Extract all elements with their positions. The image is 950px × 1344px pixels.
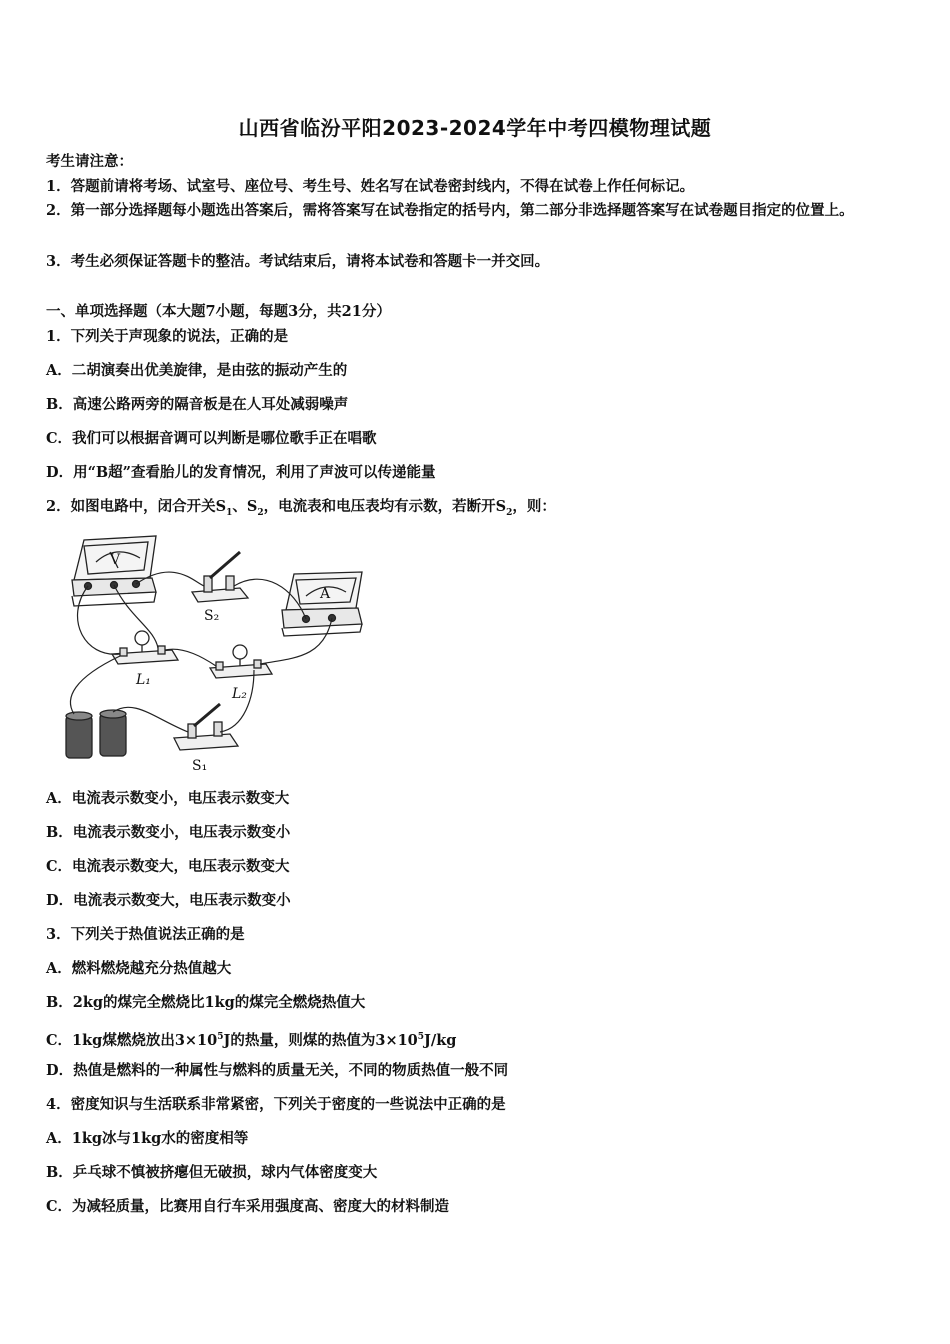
notice-item-1: 1．答题前请将考场、试室号、座位号、考生号、姓名写在试卷密封线内，不得在试卷上作任何标记。 <box>46 178 695 195</box>
question-4-option-b: B．乒乓球不慎被挤瘪但无破损，球内气体密度变大 <box>46 1164 378 1181</box>
q2-stem-part-c: ，电流表和电压表均有示数，若断开S <box>263 498 507 515</box>
voltmeter-label: V <box>110 552 121 568</box>
ammeter-label: A <box>320 586 331 602</box>
ammeter <box>282 572 362 636</box>
switch-s1 <box>174 704 238 750</box>
q3-option-c-exponent-1: 5 <box>217 1032 224 1042</box>
circuit-diagram <box>44 528 374 776</box>
question-2-option-d: D．电流表示数变大，电压表示数变小 <box>46 892 291 909</box>
question-1-option-d: D．用“B超”查看胎儿的发育情况，利用了声波可以传递能量 <box>46 464 436 481</box>
notice-heading: 考生请注意： <box>46 153 133 170</box>
voltmeter <box>72 536 156 606</box>
question-3-option-c <box>46 1027 456 1051</box>
q2-s2b-subscript: 2 <box>506 507 513 518</box>
question-1-stem: 1．下列关于声现象的说法，正确的是 <box>46 328 289 345</box>
notice-item-3: 3．考生必须保证答题卡的整洁。考试结束后，请将本试卷和答题卡一并交回。 <box>46 253 550 270</box>
circuit-figure <box>44 528 374 776</box>
notice-item-2: 2．第一部分选择题每小题选出答案后，需将答案写在试卷指定的括号内，第二部分非选择题答案写在试卷题目指定的位置上。 <box>46 202 854 219</box>
page-title: 山西省临汾平阳2023-2024学年中考四模物理试题 <box>238 116 712 140</box>
question-3-stem: 3．下列关于热值说法正确的是 <box>46 926 245 943</box>
q2-s2-subscript: 2 <box>257 507 264 518</box>
question-2-option-a: A．电流表示数变小，电压表示数变大 <box>46 790 290 807</box>
question-4-stem: 4．密度知识与生活联系非常紧密，下列关于密度的一些说法中正确的是 <box>46 1096 506 1113</box>
s2-label: S₂ <box>204 608 220 624</box>
question-4-option-c: C．为减轻质量，比赛用自行车采用强度高、密度大的材料制造 <box>46 1198 450 1215</box>
l2-label: L₂ <box>232 686 247 702</box>
q2-stem-part-a: 2．如图电路中，闭合开关S <box>46 498 227 515</box>
question-3-option-b: B．2kg的煤完全燃烧比1kg的煤完全燃烧热值大 <box>46 994 366 1011</box>
question-1-option-b: B．高速公路两旁的隔音板是在人耳处减弱噪声 <box>46 396 349 413</box>
lamp-l1 <box>112 631 178 664</box>
question-3-option-a: A．燃料燃烧越充分热值越大 <box>46 960 232 977</box>
lamp-l2 <box>210 645 272 678</box>
question-1-option-a: A．二胡演奏出优美旋律，是由弦的振动产生的 <box>46 362 348 379</box>
q3-option-c-part-1: C．1kg煤燃烧放出3×10 <box>46 1031 218 1049</box>
question-2-option-b: B．电流表示数变小，电压表示数变小 <box>46 824 291 841</box>
question-4-option-a: A．1kg冰与1kg水的密度相等 <box>46 1130 249 1147</box>
l1-label: L₁ <box>136 672 151 688</box>
q2-stem-part-b: 、S <box>232 498 258 515</box>
battery-pack <box>66 710 126 758</box>
question-2-option-c: C．电流表示数变大，电压表示数变大 <box>46 858 290 875</box>
q3-option-c-part-3: J/kg <box>424 1031 457 1049</box>
question-2-stem <box>46 497 556 523</box>
s1-label: S₁ <box>192 758 208 774</box>
q2-s1-subscript: 1 <box>226 507 233 518</box>
question-1-option-c: C．我们可以根据音调可以判断是哪位歌手正在唱歌 <box>46 430 377 447</box>
q3-option-c-part-2: J的热量，则煤的热值为3×10 <box>223 1031 418 1049</box>
switch-s2 <box>192 552 248 602</box>
q2-stem-part-d: ，则： <box>512 498 556 515</box>
question-3-option-d: D．热值是燃料的一种属性与燃料的质量无关，不同的物质热值一般不同 <box>46 1062 509 1079</box>
q3-option-c-exponent-2: 5 <box>417 1032 425 1042</box>
section-heading: 一、单项选择题（本大题7小题，每题3分，共21分） <box>46 303 391 320</box>
